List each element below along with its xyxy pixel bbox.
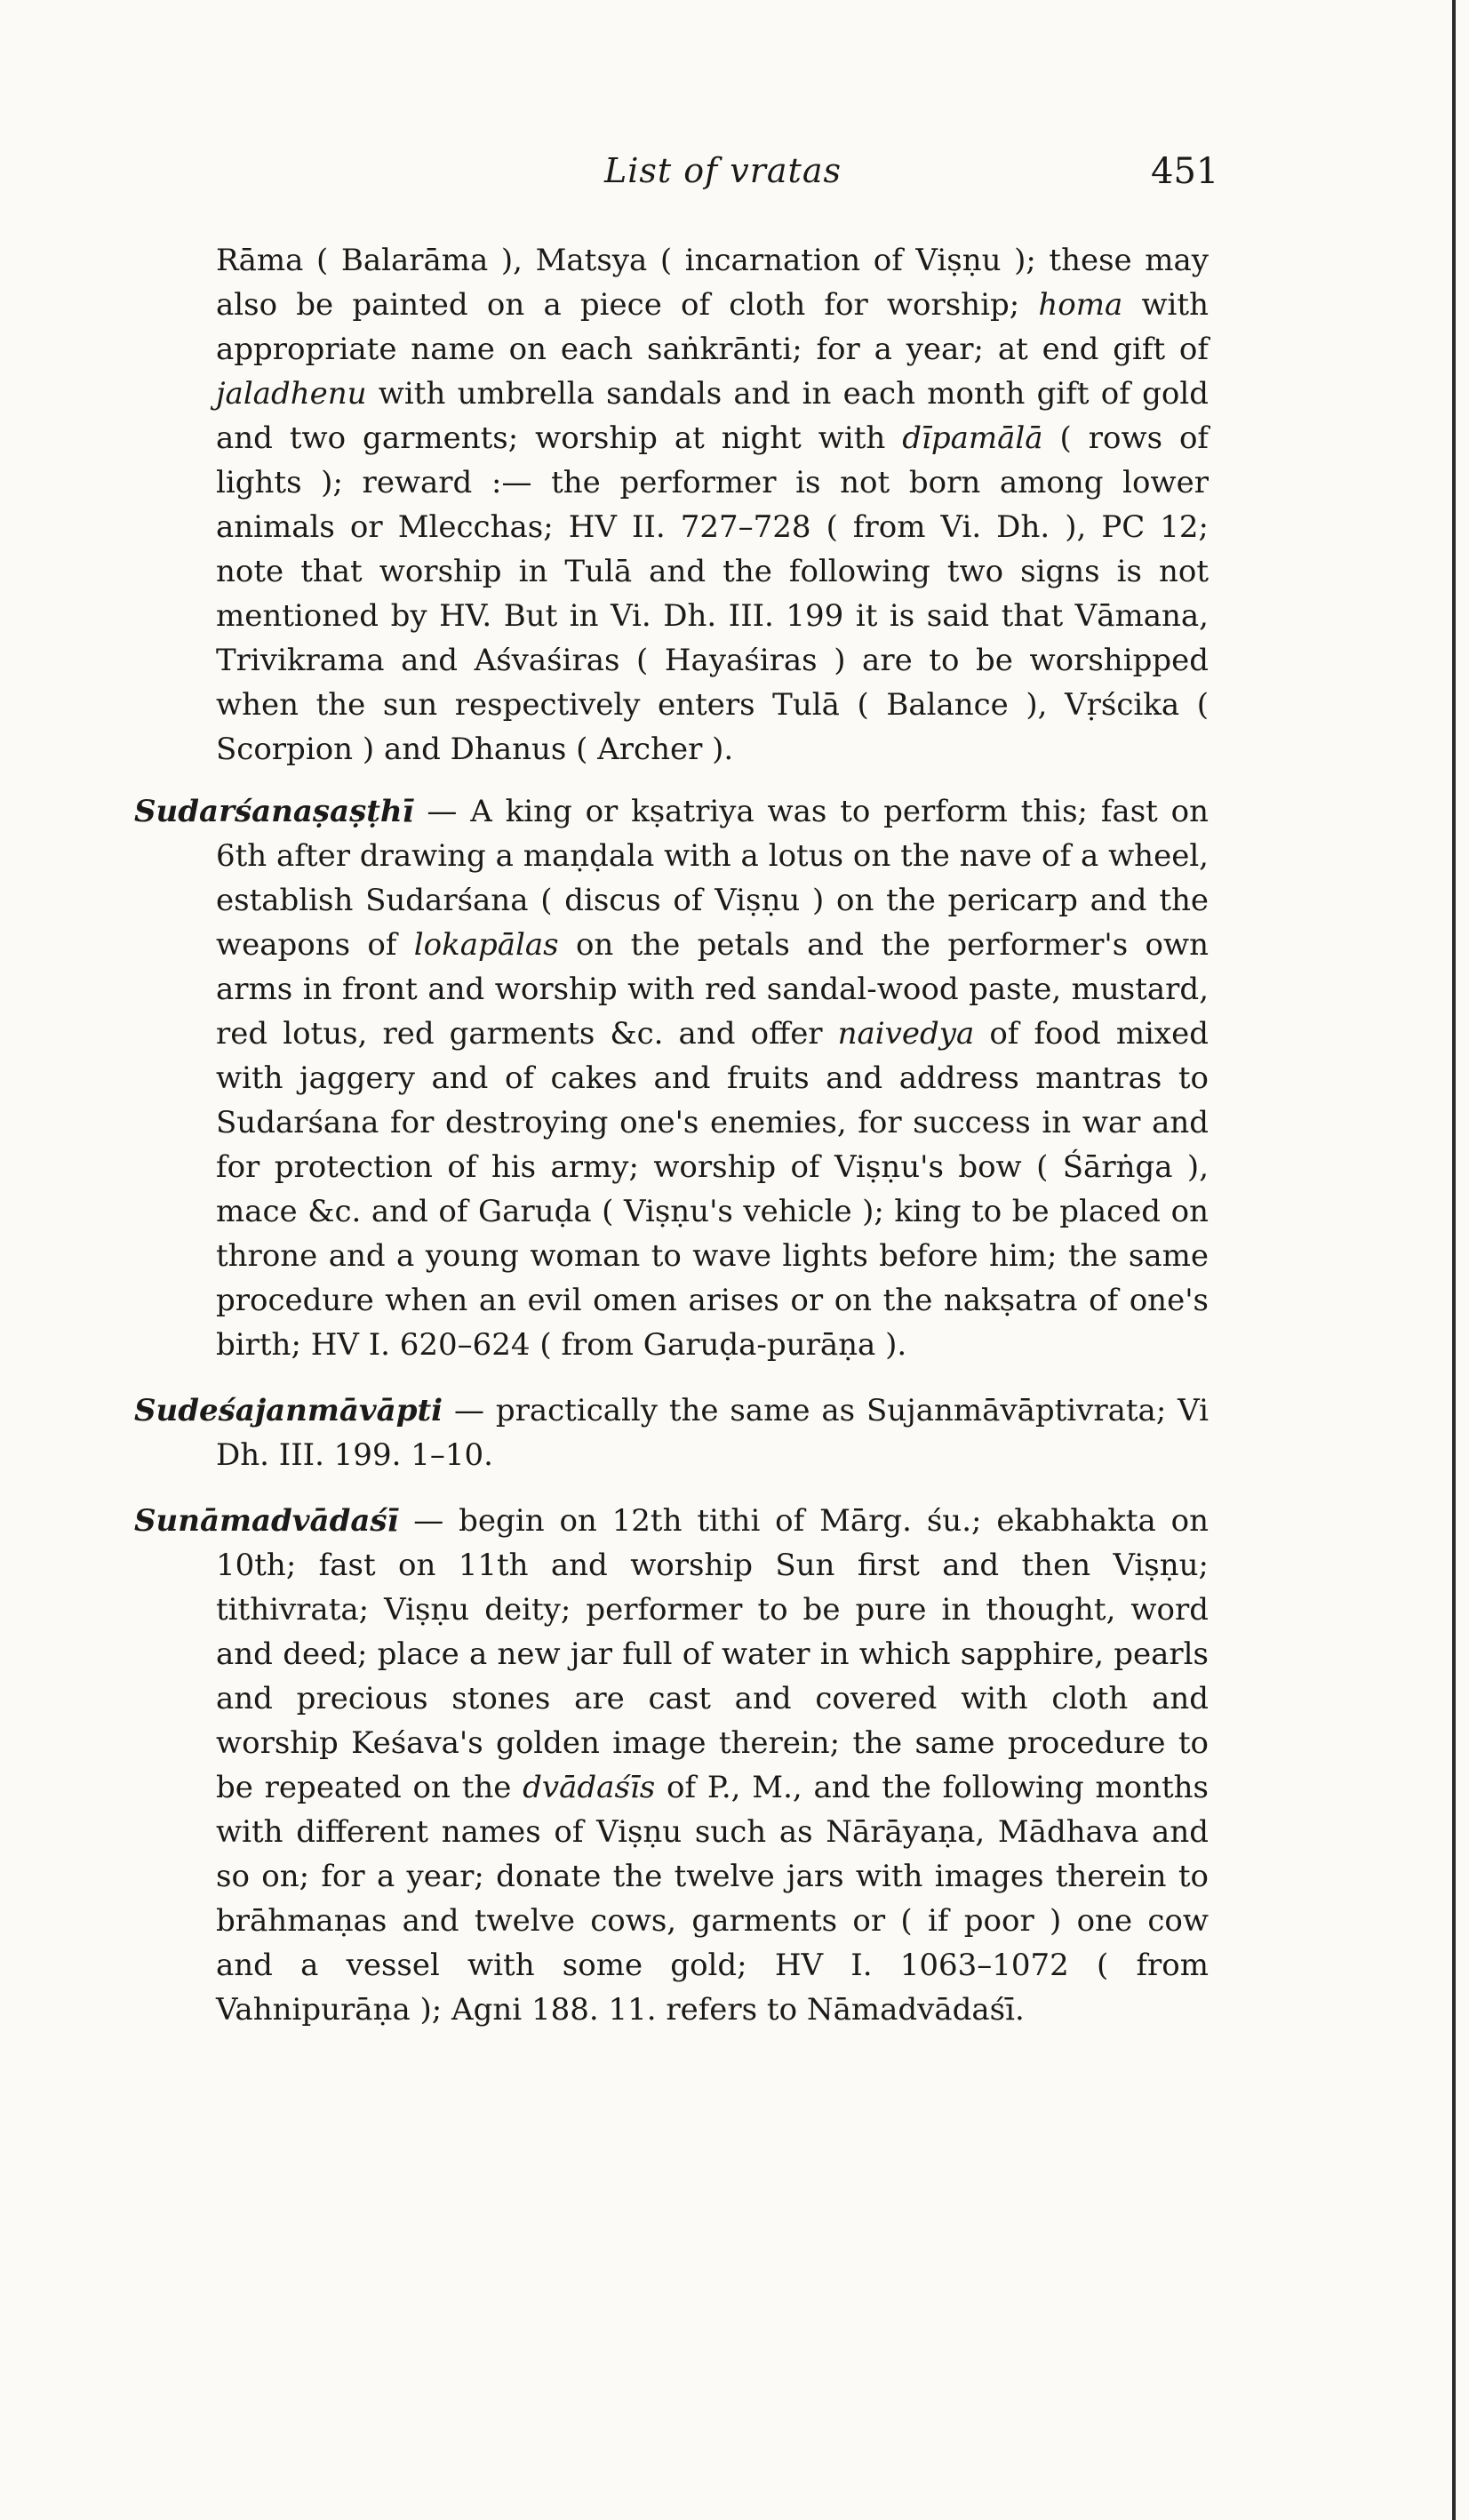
italic-term: homa xyxy=(1038,287,1123,323)
entry-sudarsanasasthi: Sudarśanaṣaṣṭhī — A king or kṣatriya was to perform this; fast on 6th after drawing a maṇḍala with a lotus on the nave of a wheel, establish Sudarśana ( discus of Viṣṇu ) on the pericarp and the weapons of lokapālas on the petals and the performer's own arms in front and worship with red sandal-wood paste, mustard, red lotus, red garments &c. and offer naivedya of food mixed with jaggery and of cakes and fruits and address mantras to Sudarśana for destroying one's enemies, for success in war and for protection of his army; worship of Viṣṇu's bow ( Śārṅga ), mace &c. and of Garuḍa ( Viṣṇu's vehicle ); king to be placed on throne and a young woman to wave lights before him; the same procedure when an evil omen arises or on the nakṣatra of one's birth; HV I. 620–624 ( from Garuḍa-purāṇa ). xyxy=(134,794,1209,1363)
page-header xyxy=(0,151,1469,204)
entry-sudesajanmavapti: Sudeśajanmāvāpti — practically the same as Sujanmāvāptivrata; Vi Dh. III. 199. 1–10. xyxy=(134,1393,1209,1473)
page-body xyxy=(0,238,1469,2032)
entry-headword: Sunāmadvādaśī xyxy=(134,1503,399,1539)
continued-paragraph: Rāma ( Balarāma ), Matsya ( incarnation of Viṣṇu ); these may also be painted on a piece of cloth for worship; homa with appropriate name on each saṅkrānti; for a year; at end gift of jaladhenu with umbrella sandals and in each month gift of gold and two garments; worship at night with dīpamālā ( rows of lights ); reward :— the performer is not born among lower animals or Mlecchas; HV II. 727–728 ( from Vi. Dh. ), PC 12; note that worship in Tulā and the following two signs is not mentioned by HV. But in Vi. Dh. III. 199 it is said that Vāmana, Trivikrama and Aśvaśiras ( Hayaśiras ) are to be worshipped when the sun respectively enters Tulā ( Balance ), Vṛścika ( Scorpion ) and Dhanus ( Archer ). xyxy=(216,243,1210,767)
running-head: List of vratas xyxy=(604,151,842,190)
italic-term: dvādaśīs xyxy=(523,1770,656,1805)
entry-headword: Sudeśajanmāvāpti xyxy=(134,1393,443,1428)
entry-headword: Sudarśanaṣaṣṭhī xyxy=(134,794,414,829)
page-number: 451 xyxy=(1151,151,1219,192)
italic-term: dīpamālā xyxy=(902,420,1043,456)
italic-term: jaladhenu xyxy=(216,376,367,412)
italic-term: naivedya xyxy=(837,1016,975,1052)
italic-term: lokapālas xyxy=(413,927,559,963)
entry-sunamadvadasi: Sunāmadvādaśī — begin on 12th tithi of Mārg. śu.; ekabhakta on 10th; fast on 11th and worship Sun first and then Viṣṇu; tithivrata; Viṣṇu deity; performer to be pure in thought, word and deed; place a new jar full of water in which sapphire, pearls and precious stones are cast and covered with cloth and worship Keśava's golden image therein; the same procedure to be repeated on the dvādaśīs of P., M., and the following months with different names of Viṣṇu such as Nārāyaṇa, Mādhava and so on; for a year; donate the twelve jars with images therein to brāhmaṇas and twelve cows, garments or ( if poor ) one cow and a vessel with some gold; HV I. 1063–1072 ( from Vahnipurāṇa ); Agni 188. 11. refers to Nāmadvādaśī. xyxy=(134,1503,1209,2028)
